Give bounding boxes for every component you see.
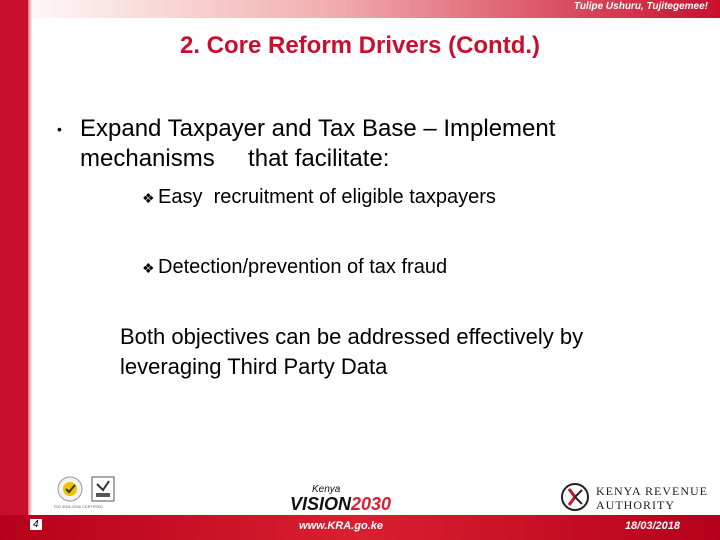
vision-main-text: VISION2030 <box>290 494 392 514</box>
main-bullet <box>57 114 680 174</box>
diamond-bullet-icon: ❖ <box>142 260 155 276</box>
kra-emblem-icon <box>560 480 590 514</box>
iso-certification-logo <box>54 474 126 512</box>
sub-bullet-text: Detection/prevention of tax fraud <box>158 256 448 278</box>
footer-url-link[interactable]: www.KRA.go.ke <box>299 520 383 532</box>
main-bullet-line2: mechanisms that facilitate: <box>80 145 390 172</box>
kra-name: KENYA REVENUE AUTHORITY <box>596 484 708 512</box>
page-number: 4 <box>30 519 42 530</box>
tagline: Tulipe Ushuru, Tujitegemee! <box>573 1 708 12</box>
sub-bullet <box>142 186 496 209</box>
sub-bullet <box>142 256 447 279</box>
summary-paragraph: Both objectives can be addressed effectively by leveraging Third Party Data <box>120 324 584 379</box>
iso-badges-icon <box>54 474 126 504</box>
top-banner <box>0 0 720 18</box>
slide-title: 2. Core Reform Drivers (Contd.) <box>179 32 541 59</box>
bullet-dot-icon: • <box>57 121 62 137</box>
left-accent-bar <box>0 0 28 540</box>
iso-caption: ISO 9001:2008 CERTIFIED <box>54 504 104 509</box>
diamond-bullet-icon: ❖ <box>142 190 155 206</box>
footer-date: 18/03/2018 <box>624 520 680 532</box>
kra-logo <box>560 480 720 514</box>
main-bullet-line1: Expand Taxpayer and Tax Base – Implement <box>80 115 556 142</box>
vision-small-text: Kenya <box>312 484 341 495</box>
vision-2030-logo <box>290 484 390 514</box>
left-accent-fade <box>28 0 32 540</box>
sub-bullet-text: Easy recruitment of eligible taxpayers <box>158 186 496 208</box>
